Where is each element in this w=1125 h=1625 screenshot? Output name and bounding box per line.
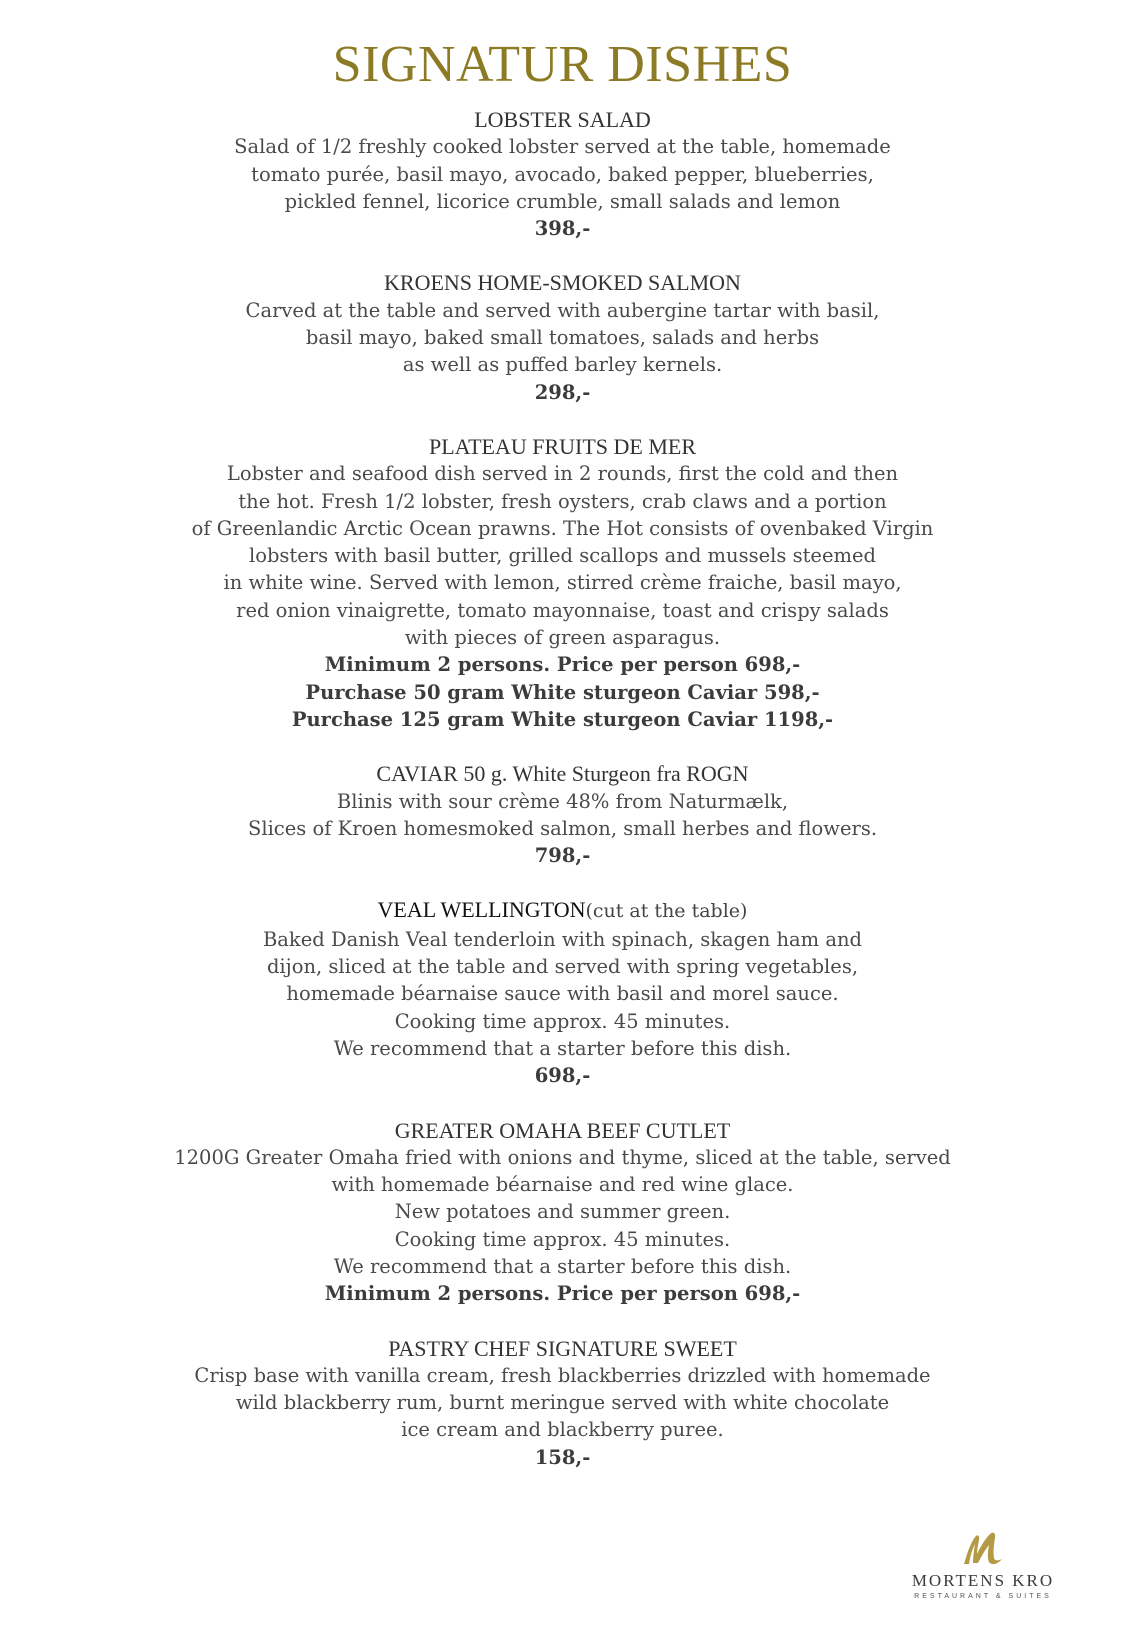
dish-description-line: the hot. Fresh 1/2 lobster, fresh oysters, crab claws and a portion (238, 489, 887, 513)
dish-description-line: New potatoes and summer green. (394, 1200, 731, 1224)
dish-name: KROENS HOME-SMOKED SALMON (384, 270, 741, 296)
dish-description-line: ice cream and blackberry puree. (401, 1418, 724, 1442)
dish-description-line: in white wine. Served with lemon, stirred crème fraiche, basil mayo, (223, 571, 902, 595)
dish-description-line: homemade béarnaise sauce with basil and morel sauce. (286, 982, 839, 1006)
dish-description-line: tomato purée, basil mayo, avocado, baked pepper, blueberries, (251, 162, 874, 186)
dish-description-line: We recommend that a starter before this dish. (333, 1254, 792, 1278)
page-title: SIGNATUR DISHES (332, 36, 793, 93)
dish-beef-cutlet (0, 1117, 1125, 1308)
dish-name: LOBSTER SALAD (474, 107, 651, 132)
dish-name: PASTRY CHEF SIGNATURE SWEET (388, 1335, 737, 1361)
dish-description-line: dijon, sliced at the table and served with spring vegetables, (266, 955, 859, 979)
dish-description-line: 1200G Greater Omaha fried with onions and thyme, sliced at the table, served (174, 1145, 951, 1169)
dish-description-line: We recommend that a starter before this dish. (333, 1036, 792, 1060)
dish-name-note: (cut at the table) (585, 900, 748, 923)
dish-description-line: lobsters with basil butter, grilled scallops and mussels steemed (248, 544, 877, 568)
dish-description-line: Slices of Kroen homesmoked salmon, small herbes and flowers. (247, 816, 878, 840)
dish-description-line: as well as puffed barley kernels. (402, 353, 723, 377)
dish-description-line: basil mayo, baked small tomatoes, salads and herbs (305, 326, 820, 350)
dish-description-line: with homemade béarnaise and red wine glace. (331, 1173, 794, 1197)
restaurant-logo (903, 1528, 1063, 1602)
dish-home-smoked-salmon (0, 269, 1125, 405)
dish-description-line: Lobster and seafood dish served in 2 rounds, first the cold and then (226, 462, 899, 486)
dish-price: Minimum 2 persons. Price per person 698,- (324, 653, 801, 677)
dish-caviar (0, 760, 1125, 869)
logo-name: MORTENS KRO (911, 1571, 1055, 1590)
dish-veal-wellington (0, 896, 1125, 1089)
dish-description-line: Blinis with sour crème 48% from Naturmælk, (336, 789, 789, 813)
dish-name: PLATEAU FRUITS DE MER (428, 433, 697, 459)
dish-description-line: Carved at the table and served with aubergine tartar with basil, (245, 298, 880, 322)
dish-caviar-addon-price: Purchase 50 gram White sturgeon Caviar 598,- (305, 680, 820, 704)
dish-description-line: red onion vinaigrette, tomato mayonnaise, toast and crispy salads (236, 598, 889, 622)
dish-price: 398,- (534, 217, 591, 241)
dish-name: VEAL WELLINGTON (377, 897, 586, 923)
dish-name: GREATER OMAHA BEEF CUTLET (394, 1117, 731, 1143)
dish-description-line: Crisp base with vanilla cream, fresh blackberries drizzled with homemade (194, 1363, 931, 1387)
dish-lobster-salad (0, 106, 1125, 242)
dish-name: CAVIAR 50 g. White Sturgeon fra ROGN (376, 761, 749, 787)
dish-description-line: of Greenlandic Arctic Ocean prawns. The Hot consists of ovenbaked Virgin (191, 516, 934, 540)
dish-description-line: Salad of 1/2 freshly cooked lobster served at the table, homemade (234, 135, 891, 159)
logo-tagline: RESTAURANT & SUITES (914, 1593, 1052, 1600)
dish-price: 158,- (534, 1445, 591, 1469)
dish-price: Minimum 2 persons. Price per person 698,- (324, 1282, 801, 1306)
dish-plateau-fruits-de-mer (0, 433, 1125, 733)
dish-description-line: with pieces of green asparagus. (404, 626, 721, 650)
dish-price: 298,- (534, 380, 591, 404)
m-logo-icon (960, 1528, 1006, 1568)
dish-description-line: Cooking time approx. 45 minutes. (394, 1009, 731, 1033)
dish-description-line: Baked Danish Veal tenderloin with spinach, skagen ham and (262, 927, 863, 951)
menu-list (0, 106, 1125, 1498)
dish-description-line: wild blackberry rum, burnt meringue served with white chocolate (235, 1391, 890, 1415)
dish-price: 798,- (534, 844, 591, 868)
dish-price: 698,- (534, 1064, 591, 1088)
dish-caviar-addon-price: Purchase 125 gram White sturgeon Caviar 1198,- (291, 707, 834, 731)
dish-description-line: pickled fennel, licorice crumble, small salads and lemon (284, 189, 841, 213)
dish-pastry-signature-sweet (0, 1335, 1125, 1471)
dish-description-line: Cooking time approx. 45 minutes. (394, 1227, 731, 1251)
dish-name-line (0, 896, 1125, 925)
